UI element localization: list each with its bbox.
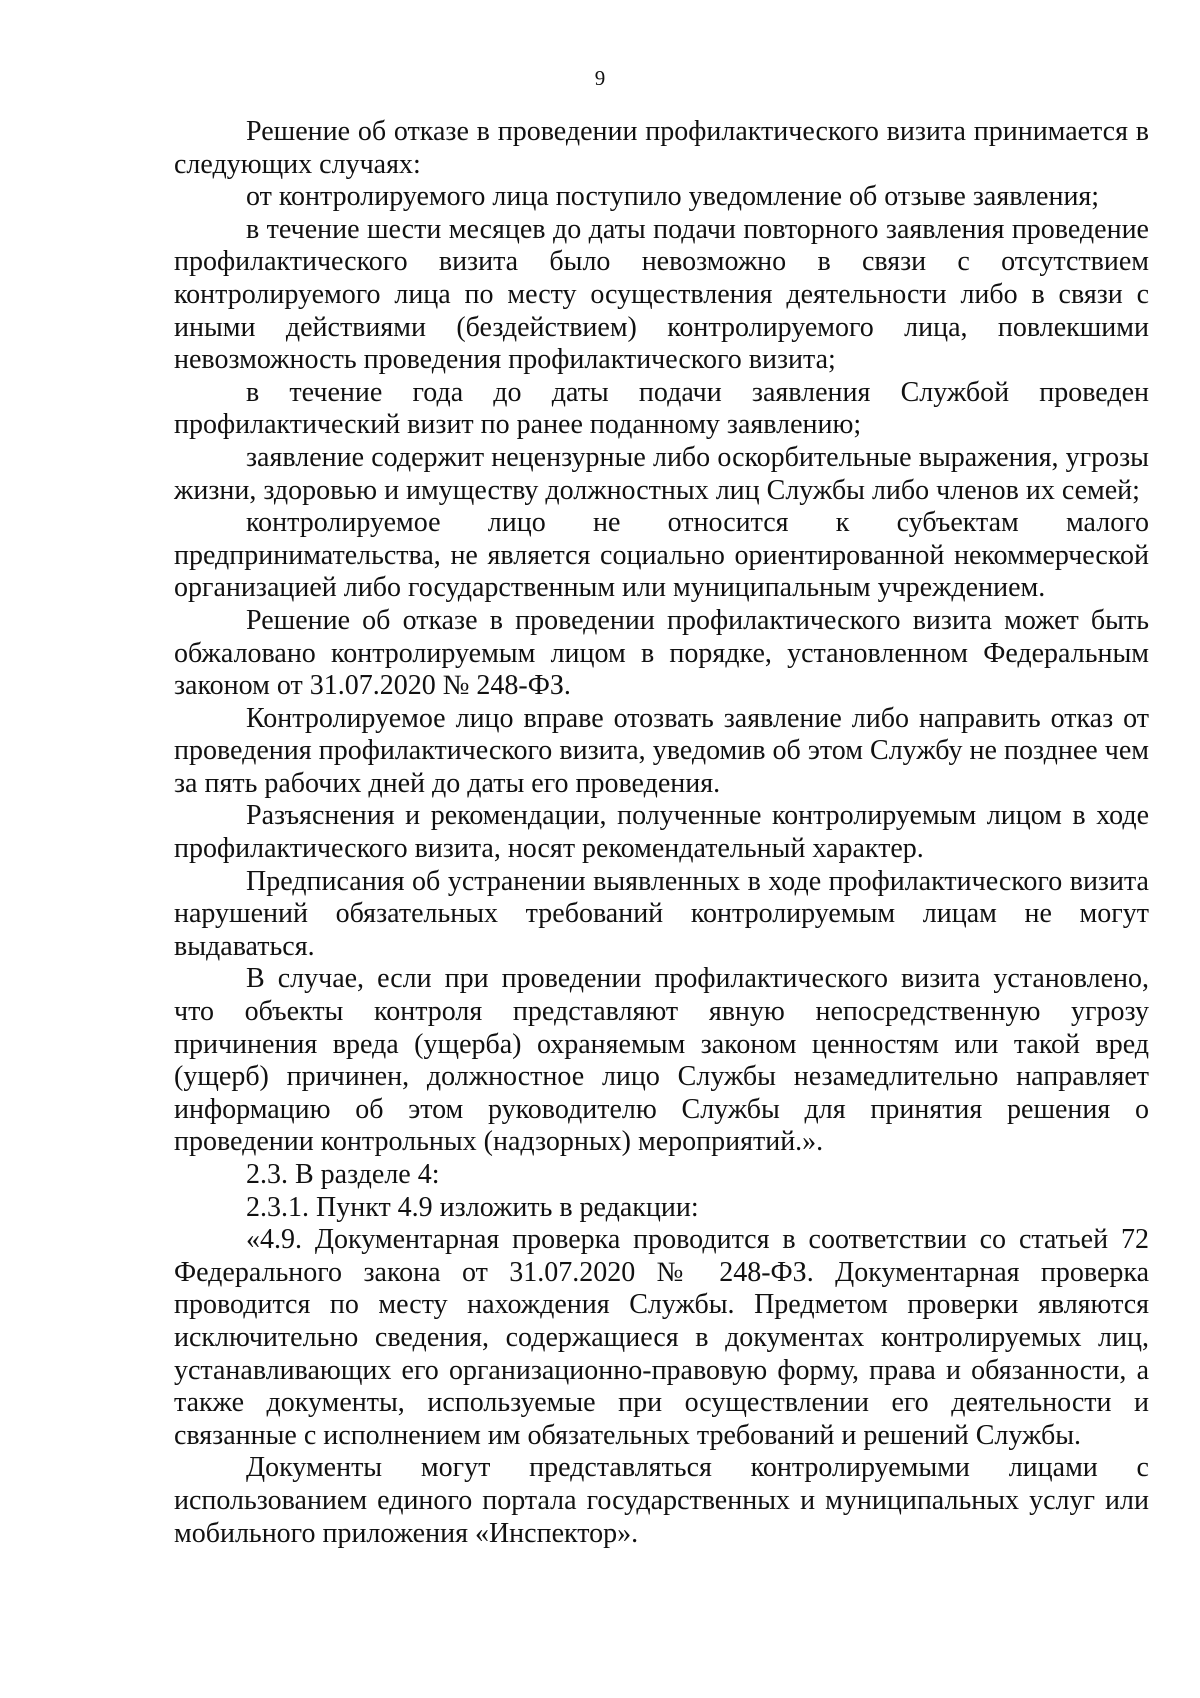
paragraph-appeal: Решение об отказе в проведении профилактического визита может быть обжаловано контролируемым лицом в порядке, установленном Федеральным законом от 31.07.2020 № 248-ФЗ. (174, 604, 1149, 702)
paragraph-offensive-content: заявление содержит нецензурные либо оскорбительные выражения, угрозы жизни, здоровью и имуществу должностных лиц Службы либо членов их семей; (174, 441, 1149, 506)
paragraph-documents-submission: Документы могут представляться контролируемыми лицами с использованием единого портала государственных и муниципальных услуг или мобильного приложения «Инспектор». (174, 1452, 1149, 1549)
paragraph-section-2-3: 2.3. В разделе 4: (246, 1159, 440, 1190)
document-body (174, 116, 1149, 1550)
paragraph-prescriptions: Предписания об устранении выявленных в ходе профилактического визита нарушений обязательных требований контролируемым лицам не могут выдаваться. (174, 865, 1149, 962)
paragraph-threat-case: В случае, если при проведении профилактического визита установлено, что объекты контроля представляют явную непосредственную угрозу причинения вреда (ущерба) охраняемым законом ценностям или такой вред (ущерб) причинен, должностное лицо Службы незамедлительно направляет информацию об этом руководителю Службы для принятия решения о проведении контрольных (надзорных) мероприятий.». (174, 963, 1149, 1158)
paragraph-withdrawal-notice: от контролируемого лица поступило уведомление об отзыве заявления; (246, 181, 1100, 213)
paragraph-not-small-business: контролируемое лицо не относится к субъектам малого предпринимательства, не является социально ориентированной некоммерческой организацией либо государственным или муниципальным учреждением. (174, 507, 1149, 604)
paragraph-withdraw-application: Контролируемое лицо вправе отозвать заявление либо направить отказ от проведения профилактического визита, уведомив об этом Службу не позднее чем за пять рабочих дней до даты его проведения. (174, 702, 1149, 799)
paragraph-section-2-3-1: 2.3.1. Пункт 4.9 изложить в редакции: (246, 1191, 699, 1223)
paragraph-six-months: в течение шести месяцев до даты подачи повторного заявления проведение профилактического визита было невозможно в связи с отсутствием контролируемого лица по месту осуществления деятельности либо в связи с иными действиями (бездействием) контролируемого лица, повлекшими невозможность проведения профилактического визита; (174, 213, 1149, 376)
page-number: 9 (594, 66, 606, 90)
paragraph-explanations: Разъяснения и рекомендации, полученные контролируемым лицом в ходе профилактического визита, носят рекомендательный характер. (174, 800, 1149, 865)
paragraph-refusal-grounds: Решение об отказе в проведении профилактического визита принимается в следующих случаях: (174, 116, 1149, 180)
paragraph-within-year: в течение года до даты подачи заявления Службой проведен профилактический визит по ранее поданному заявлению; (174, 376, 1149, 441)
paragraph-item-4-9: «4.9. Документарная проверка проводится в соответствии со статьей 72 Федерального закона от 31.07.2020 № 248-ФЗ. Документарная проверка проводится по месту нахождения Службы. Предметом проверки являются исключительно сведения, содержащиеся в документах контролируемых лиц, устанавливающих его организационно-правовую форму, права и обязанности, а также документы, используемые при осуществлении его деятельности и связанные с исполнением им обязательных требований и решений Службы. (174, 1224, 1149, 1451)
